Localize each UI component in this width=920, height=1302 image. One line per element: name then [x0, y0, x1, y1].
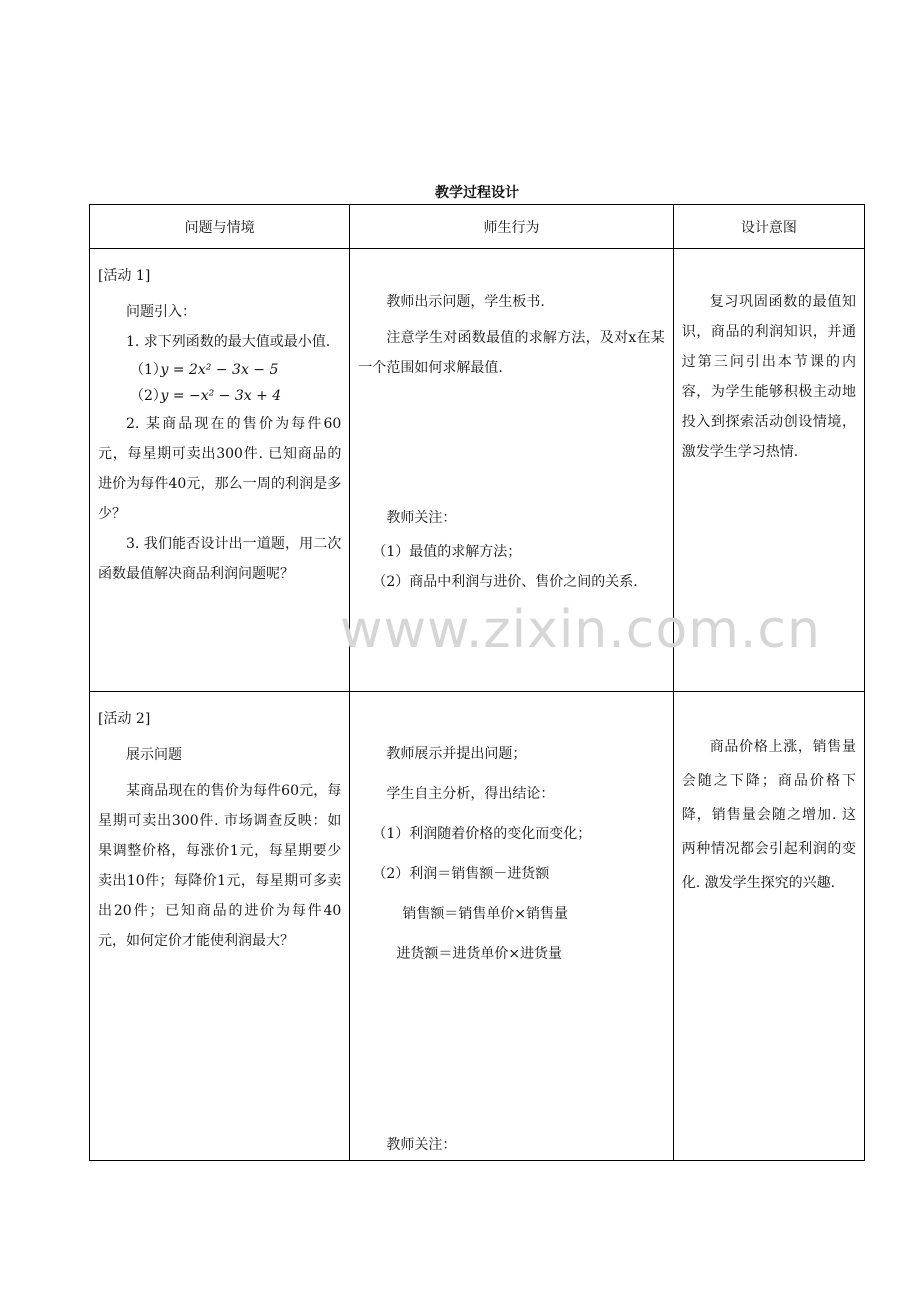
activity1-intro: 问题引入：: [126, 304, 196, 320]
activity1-focus-item-1: （1）最值的求解方法；: [372, 544, 522, 560]
activity2-problem-text: 某商品现在的售价为每件60元，每星期可卖出300件. 市场调查反映：如果调整价格，每涨价1元，每星期要少卖出10件；每降价1元，每星期可多卖出20件；已知商品的进价为每件40元，如何定价才能使利润最大？: [98, 783, 342, 949]
activity2-focus-title: 教师关注：: [386, 1137, 457, 1153]
activity2-student-analysis: 学生自主分析，得出结论：: [386, 786, 555, 802]
activity1-formula-2: [98, 383, 341, 409]
formula-1-expression: y = 2x² − 3x − 5: [160, 362, 279, 378]
activity1-heading: [活动 1]: [98, 268, 151, 284]
activity2-teacher-action: 教师展示并提出问题；: [386, 746, 527, 762]
activity1-intent-cell: [673, 249, 864, 692]
header-design-intent: 设计意图: [673, 205, 864, 249]
activity2-formula-purchase: 进货额＝进货单价×进货量: [396, 946, 563, 962]
activity1-question-3: 3. 我们能否设计出一道题，用二次函数最值解决商品利润问题呢？: [98, 536, 342, 582]
activity2-intent-cell: [673, 692, 864, 1161]
page-title: 教学过程设计: [435, 185, 519, 201]
activity1-problem-cell: [90, 249, 350, 692]
activity1-behavior-cell: [350, 249, 673, 692]
activity2-formula-sales: 销售额＝销售单价×销售量: [402, 906, 569, 922]
activity1-intent-text: 复习巩固函数的最值知识，商品的利润知识，并通过第三问引出本节课的内容，为学生能够积极主动地投入到探索活动创设情境，激发学生学习热情.: [681, 294, 856, 460]
activity1-focus-title: 教师关注：: [386, 510, 457, 526]
activity2-conclusion-1: （1）利润随着价格的变化而变化；: [372, 826, 592, 842]
table-row-activity-1: [90, 249, 865, 692]
table-row-activity-2: [90, 692, 865, 1161]
activity2-intro: 展示问题: [126, 747, 182, 763]
header-problem-context: 问题与情境: [90, 205, 350, 249]
lesson-plan-table: [89, 204, 865, 1161]
formula-2-expression: y = −x² − 3x + 4: [160, 388, 282, 404]
activity1-question-2: 2. 某商品现在的售价为每件60元，每星期可卖出300件. 已知商品的进价为每件40元，那么一周的利润是多少？: [98, 416, 342, 522]
activity2-problem-cell: [90, 692, 350, 1161]
activity1-focus-item-2: （2）商品中利润与进价、售价之间的关系.: [372, 574, 638, 590]
table-header-row: [90, 205, 865, 249]
site-watermark: www.zixin.com.cn: [340, 600, 821, 660]
activity2-conclusion-2: （2）利润＝销售额－进货额: [372, 866, 550, 882]
activity2-behavior-cell: [350, 692, 673, 1161]
activity1-formula-1: [98, 357, 341, 383]
activity2-intent-text: 商品价格上涨，销售量会随之下降；商品价格下降，销售量会随之增加. 这两种情况都会引起利润的变化. 激发学生探究的兴趣.: [681, 739, 856, 891]
formula-2-label: （2）: [130, 388, 167, 404]
activity1-teacher-note: 注意学生对函数最值的求解方法，及对x在某一个范围如何求解最值.: [358, 330, 665, 376]
header-teacher-student-behavior: 师生行为: [350, 205, 673, 249]
activity1-teacher-action: 教师出示问题，学生板书.: [386, 294, 545, 310]
activity2-heading: [活动 2]: [98, 711, 151, 727]
activity1-question-1: 1. 求下列函数的最大值或最小值.: [126, 334, 331, 350]
formula-1-label: （1）: [130, 362, 167, 378]
